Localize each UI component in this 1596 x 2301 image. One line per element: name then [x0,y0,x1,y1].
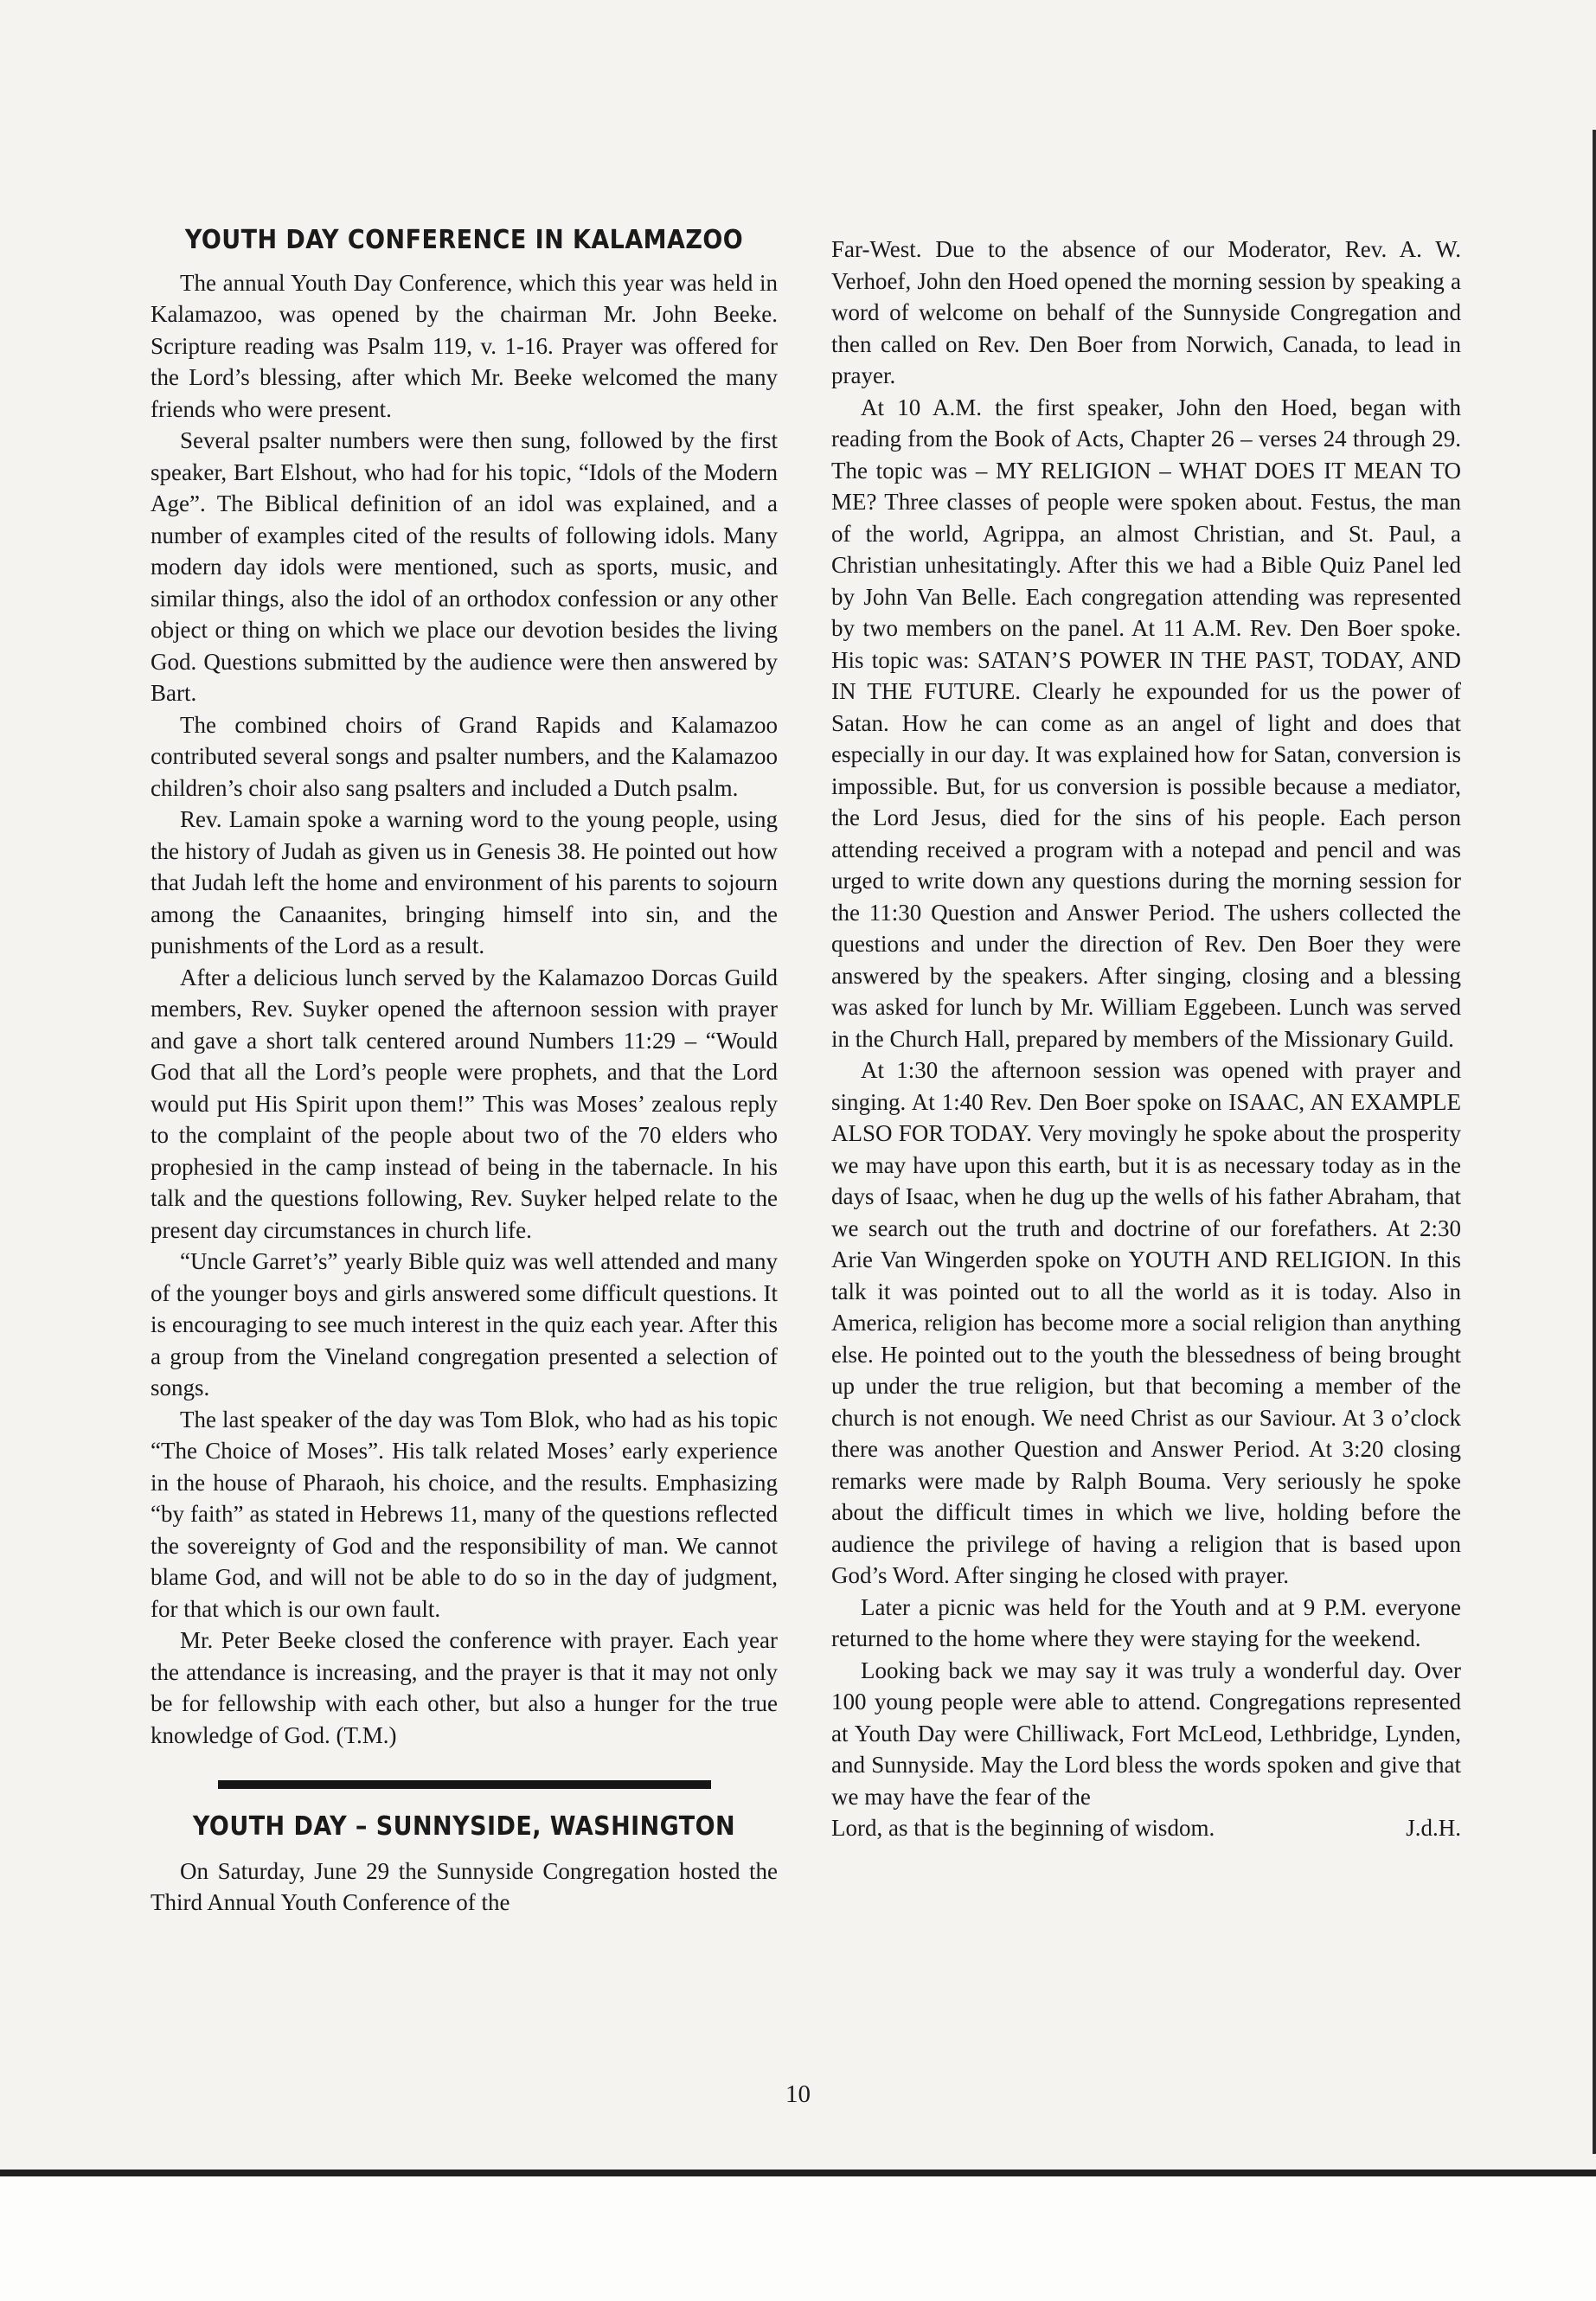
article2-continued: Far-West. Due to the absence of our Moderator, Rev. A. W. Verhoef, John den Hoed opened the morning session by speaking a word of welcome on behalf of the Sunnyside Congregation and then called on Rev. Den Boer from Norwich, Canada, to lead in prayer. [831,236,1461,388]
article2-paragraph: Later a picnic was held for the Youth and at 9 P.M. everyone returned to the home where they were staying for the weekend. [831,1593,1461,1651]
article2-closing-body: Looking back we may say it was truly a wonderful day. Over 100 young people were able to attend. Congregations represented at Youth Day were Chilliwack, Fort McLeod, Lethbridge, Lynden, and Sunnyside. May the Lord bless the words spoken and give that we may have the fear of the [831,1657,1461,1810]
scan-margin [0,2176,1596,2301]
article1-paragraph: “Uncle Garret’s” yearly Bible quiz was well attended and many of the younger boys and girls answered some difficult questions. It is encouraging to see much interest in the quiz each year. After this a group from the Vineland congregation presented a selection of songs. [151,1248,778,1400]
article1-title: YOUTH DAY CONFERENCE IN KALAMAZOO [184,225,744,255]
article2-paragraph: At 1:30 the afternoon session was opened with prayer and singing. At 1:40 Rev. Den Boer spoke on ISAAC, AN EXAMPLE ALSO FOR TODAY. Very movingly he spoke about the prosperity we may have upon this earth, but it is as necessary today as in the days of Isaac, when he dug up the wells of his father Abraham, that we search out the truth and doctrine of our forefathers. At 2:30 Arie Van Wingerden spoke on YOUTH AND RELIGION. In this talk it was pointed out to all the world as it is today. Also in America, religion has become more a social religion than anything else. He pointed out to the youth the blessedness of being brought up under the true religion, but that becoming a member of the church is not enough. We need Christ as our Saviour. At 3 o’clock there was another Question and Answer Period. At 3:20 closing remarks were made by Ralph Bouma. Very seriously he spoke about the difficult times in which we live, holding before the audience the privilege of having a religion that is based upon God’s Word. After singing he closed with prayer. [831,1057,1461,1588]
signature: J.d.H. [1406,1815,1461,1841]
article2-closing [831,1655,1461,1813]
article2-intro: On Saturday, June 29 the Sunnyside Congregation hosted the Third Annual Youth Conference of the [151,1857,778,1915]
article1-paragraph: Several psalter numbers were then sung, followed by the first speaker, Bart Elshout, who had for his topic, “Idols of the Modern Age”. The Biblical definition of an idol was explained, and a number of examples cited of the results of following idols. Many modern day idols were mentioned, such as sports, music, and similar things, also the idol of an orthodox confession or any other object or thing on which we place our devotion besides the living God. Questions submitted by the audience were then answered by Bart. [151,427,778,706]
article1-paragraph: After a delicious lunch served by the Kalamazoo Dorcas Guild members, Rev. Suyker opened the afternoon session with prayer and gave a short talk centered around Numbers 11:29 – “Would God that all the Lord’s people were prophets, and that the Lord would put His Spirit upon them!” This was Moses’ zealous reply to the complaint of the people about two of the 70 elders who prophesied in the camp instead of being in the tabernacle. In his talk and the questions following, Rev. Suyker helped relate to the present day circumstances in church life. [151,964,778,1243]
page-number: 10 [785,2080,811,2108]
article2-paragraph: At 10 A.M. the first speaker, John den Hoed, began with reading from the Book of Acts, Chapter 26 – verses 24 through 29. The topic was – MY RELIGION – WHAT DOES IT MEAN TO ME? Three classes of people were spoken about. Festus, the man of the world, Agrippa, an almost Christian, and St. Paul, a Christian unhesitatingly. After this we had a Bible Quiz Panel led by John Van Belle. Each congregation attending was represented by two members on the panel. At 11 A.M. Rev. Den Boer spoke. His topic was: SATAN’S POWER IN THE PAST, TODAY, AND IN THE FUTURE. Clearly he expounded for us the power of Satan. How he can come as an angel of light and does that especially in our day. It was explained how for Satan, conversion is impossible. But, for us conversion is possible because a mediator, the Lord Jesus, died for the sins of his people. Each person attending received a program with a notepad and pencil and was urged to write down any questions during the morning session for the 11:30 Question and Answer Period. The ushers collected the questions and under the direction of Rev. Den Boer they were answered by the speakers. After singing, closing and a blessing was asked for lunch by Mr. William Eggebeen. Lunch was served in the Church Hall, prepared by members of the Missionary Guild. [831,394,1461,1052]
right-column [831,234,1461,1844]
article2-closing-last: Lord, as that is the beginning of wisdom. [831,1815,1215,1841]
article1-paragraph: The last speaker of the day was Tom Blok, who had as his topic “The Choice of Moses”. His talk related Moses’ early experience in the house of Pharaoh, his choice, and the results. Emphasizing “by faith” as stated in Hebrews 11, many of the questions reflected the sovereignty of God and the responsibility of man. We cannot blame God, and will not be able to do so in the day of judgment, for that which is our own fault. [151,1406,778,1622]
scan-edge-bottom [0,2170,1596,2176]
article1-paragraph: Rev. Lamain spoke a warning word to the young people, using the history of Judah as given us in Genesis 38. He pointed out how that Judah left the home and environment of his parents to sojourn among the Canaanites, bringing himself into sin, and the punishments of the Lord as a result. [151,806,778,958]
left-column [151,225,778,1919]
article1-paragraph: The annual Youth Day Conference, which this year was held in Kalamazoo, was opened by the chairman Mr. John Beeke. Scripture reading was Psalm 119, v. 1-16. Prayer was offered for the Lord’s blessing, after which Mr. Beeke welcomed the many friends who were present. [151,269,778,422]
section-divider [218,1780,711,1789]
article1-paragraph: Mr. Peter Beeke closed the conference with prayer. Each year the attendance is increasing, and the prayer is that it may not only be for fellowship with each other, but also a hunger for the true knowledge of God. (T.M.) [151,1627,778,1748]
article2-title: YOUTH DAY – SUNNYSIDE, WASHINGTON [192,1811,736,1842]
article2-last-line [831,1812,1461,1844]
article1-paragraph: The combined choirs of Grand Rapids and Kalamazoo contributed several songs and psalter numbers, and the Kalamazoo children’s choir also sang psalters and included a Dutch psalm. [151,711,778,801]
scan-edge-right [1593,130,1596,2154]
